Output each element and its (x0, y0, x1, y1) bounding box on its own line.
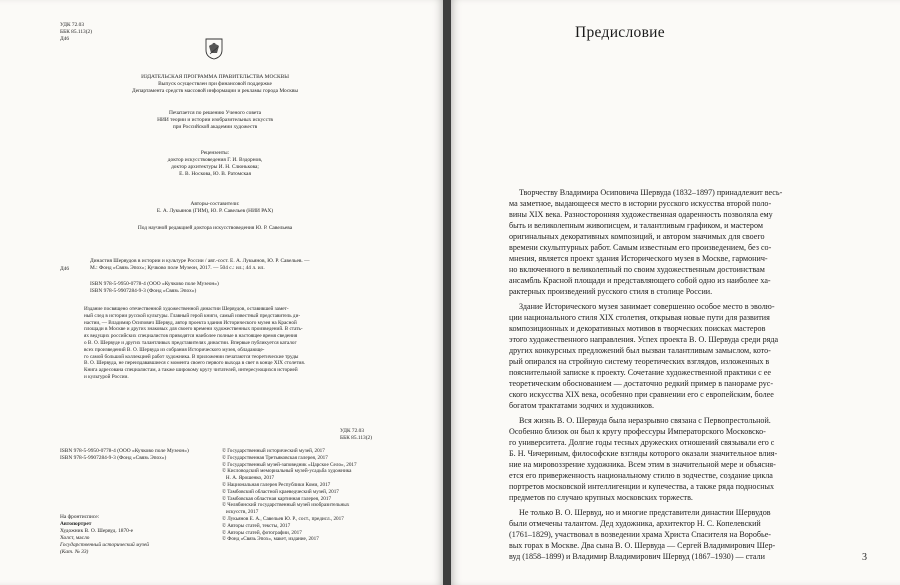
bbk-code: ББК 85.113(2) (340, 435, 373, 442)
text-line: портретов московской интеллигенции и купечества, а также ряда подносных (509, 482, 775, 491)
text-line: го университета. Долгие годы тесных дружеских отношений связывали его с (509, 438, 775, 447)
council-decision (60, 110, 370, 131)
frontispiece-catalog: (Кат. № 33) (60, 549, 89, 556)
authors-heading: Авторы-составители: (190, 201, 240, 207)
annotation-line: В. О. Шервуда, не переиздававшиеся с момента своего первого выхода в свет в конце XIX столетия. (84, 360, 305, 367)
annotation-line: о В. О. Шервуде и других талантливых представителях династии. Впервые публикуется каталог (84, 339, 297, 346)
text-line: вины XIX века. Разносторонняя художественная одаренность позволяла ему (509, 210, 773, 219)
text-line: композиционных и декоративных мотивов в творческих поисках мастеров (509, 324, 766, 333)
text-line: Здание Исторического музея занимает совершенно особое место в эволю- (519, 302, 775, 311)
text-line: ции национального стиля XIX столетия, открывая новые пути для развития (509, 313, 770, 322)
council-line: НИИ теории и истории изобразительных искусств (157, 117, 273, 124)
biblio-line: Династия Шервудов в истории и культуре России / авт.-сост. Е. А. Лукьянов, Ю. Р. Савельев. — (90, 258, 310, 264)
isbn-line: ISBN 978-5-9950-0778-4 (ООО «Кучково поле Музеон») (60, 448, 189, 454)
text-line: пояснительной записке к проекту. Сочетание художественной практики с ее (509, 368, 771, 377)
text-line: богатом трактатами зодчих и художников. (509, 401, 654, 410)
copyright-line: © Авторы статей, тексты, 2017 (222, 522, 291, 529)
annotation-line: и культурой России. (84, 373, 129, 380)
copyright-line: © Кисловодский мемориальный музей-усадьба художника (222, 468, 352, 475)
text-line: времени скульптурных работ. Самым известным его произведением, без со- (509, 243, 772, 252)
paragraph-3 (509, 415, 845, 503)
publishing-program (60, 74, 370, 95)
text-line: вуд (1858–1899) и Владимир Владимирович Шервуд (1867–1930) — стали (509, 552, 765, 561)
copyright-list (222, 448, 357, 543)
isbn-line: ISBN 978-5-9950-0778-4 (ООО «Кучково поле Музеон») (90, 281, 219, 287)
paragraph-4 (509, 507, 845, 562)
text-line: других конкурсных предложений был вызван талантливым замыслом, кото- (509, 346, 771, 355)
page-number: 3 (862, 552, 867, 563)
bbk-code: ББК 85.113(2) (60, 29, 93, 36)
text-line: быть и великолепным живописцем, и талантливым графиком, и мастером (509, 221, 763, 230)
copyright-line: © Авторы статей, фотографии, 2017 (222, 529, 302, 536)
program-title: ИЗДАТЕЛЬСКАЯ ПРОГРАММА ПРАВИТЕЛЬСТВА МОСКВЫ (141, 74, 289, 80)
text-line: Особенно близок он был к кругу профессуры Императорского Московско- (509, 427, 766, 436)
udk-top (60, 22, 92, 43)
isbn-bottom (60, 448, 189, 462)
reviewers (60, 150, 370, 178)
text-line: Творчеству Владимира Осиповича Шервуда (1832–1897) принадлежит весь- (519, 188, 783, 197)
text-line: рый опирался на стройную систему теоретических взглядов, изложенных в (509, 357, 770, 366)
bibliographic-record (90, 258, 310, 272)
paragraph-1 (509, 187, 845, 297)
left-page (0, 0, 443, 585)
annotation (84, 306, 305, 381)
text-line: ансамбль Красной площади и представляющего собой одно из наиболее ха- (509, 276, 771, 285)
right-page (451, 0, 900, 585)
text-line: ется его приверженность национальному стилю в зодчестве, создание цикла (509, 471, 773, 480)
paragraph-2 (509, 301, 845, 411)
text-line: оригинальных декоративных композиций, и автором значимых для своего (509, 232, 765, 241)
council-line: при Российской академии художеств (172, 124, 258, 131)
isbn-line: ISBN 978-5-9907284-9-3 (Фонд «Связь Эпох») (60, 455, 167, 462)
copyright-line: © Тамбовский областной краеведческий музей, 2017 (222, 488, 339, 495)
isbn-block (90, 281, 219, 295)
text-line: рактерных произведений русского стиля в столице России. (509, 287, 713, 296)
text-line: вых горах в Москве. Два сына В. О. Шервуда — Сергей Владимирович Шер- (509, 541, 776, 550)
text-line: мнения, является проект здания Исторического музея в Москве, гармонич- (509, 254, 768, 263)
program-line: Выпуск осуществлен при финансовой поддержке (158, 81, 272, 88)
text-line: Б. Н. Чичериным, философские взгляды которого оказали значительное влия- (509, 449, 778, 458)
copyright-line: © Лукьянов Е. А., Савельев Ю. Р., сост., предисл., 2017 (222, 515, 344, 522)
text-line: этого художественного направления. Успех проекта В. О. Шервуда среди ряда (509, 335, 779, 344)
program-line: Департамента средств массовой информации и рекламы города Москвы (131, 88, 299, 95)
copyright-line: © Челябинский государственный музей изобразительных (222, 502, 350, 509)
authors-compilers (60, 201, 370, 215)
text-line: Вся жизнь В. О. Шервуда была неразрывно связана с Первопрестольной. (519, 416, 771, 425)
udk-code: УДК 72.03 (340, 428, 365, 434)
copyright-line: © Государственный музей-заповедник «Царское Село», 2017 (222, 461, 357, 468)
author-sign: Д46 (60, 36, 70, 43)
annotation-line: ях ведущих российских специалистов приводятся наиболее полные в настоящее время сведения (84, 333, 298, 340)
frontispiece-heading: На фронтисписе: (60, 514, 100, 520)
copyright-line: Н. А. Ярошенко, 2017 (222, 475, 275, 482)
frontispiece-medium: Холст, масло (60, 535, 90, 542)
council-line: Печатается по решению Ученого совета (168, 110, 262, 116)
biblio-line: М.: Фонд «Связь Эпох»; Кучково поле Музеон, 2017. — 504 с.: ил.; 44 л. ил. (90, 265, 265, 272)
moscow-coat-of-arms-icon (205, 38, 223, 60)
authors-names: Е. А. Лукьянов (ГИМ), Ю. Р. Савельев (НИИ РАХ) (156, 208, 274, 215)
annotation-line: всех произведений В. О. Шервуда из собрания Исторического музея, обладающе- (84, 346, 265, 353)
copyright-line: искусств, 2017 (222, 509, 259, 516)
text-line: ма заметное, выдающееся место в истории русского искусства второй поло- (509, 199, 772, 208)
frontispiece-collection: Государственный исторический музей (60, 542, 149, 549)
text-line: (1761–1829), участвовал в возведении храма Христа Спасителя на Воробье- (509, 530, 771, 539)
copyright-line: © Государственный исторический музей, 2017 (222, 448, 325, 454)
frontispiece-caption (60, 514, 149, 557)
copyright-line: © Национальная галерея Республики Коми, 2017 (222, 481, 331, 488)
annotation-line: ный след в истории русской культуры. Главный герой книги, самый известный представитель ди- (84, 312, 301, 319)
scientific-editor: Под научной редакцией доктора искусствоведения Ю. Р. Савельева (137, 225, 293, 231)
copyright-line: © Государственная Третьяковская галерея, 2017 (222, 454, 328, 461)
reviewer: доктор архитектуры И. Н. Слюнькова; (171, 164, 259, 171)
annotation-line: го самой большой коллекцией работ художника. В приложении печатаются теоретические труды (84, 353, 299, 360)
text-line: были отмечены талантом. Дед художника, архитектор Н. С. Копелевский (509, 519, 761, 528)
udk-code: УДК 72.03 (60, 22, 85, 28)
frontispiece-title: Автопортрет (60, 521, 92, 528)
annotation-line: Книга адресована специалистам, а также широкому кругу читателей, интересующихся историей (84, 367, 298, 374)
page-title: Предисловие (575, 24, 665, 41)
frontispiece-artist: Художник В. О. Шервуд. 1870-е (60, 528, 134, 535)
isbn-line: ISBN 978-5-9907284-9-3 (Фонд «Связь Эпох») (90, 288, 197, 295)
text-line: но включенного в великолепный по своим художественным достоинствам (509, 265, 765, 274)
reviewer: доктор искусствоведения Г. И. Вздорнов, (167, 157, 263, 164)
text-line: ского искусства XIX века, особенно при сравнении его с европейским, более (509, 390, 774, 399)
text-line: ние на мировоззрение художника. Всем этим в значительной мере и объясня- (509, 460, 776, 469)
udk-bottom (340, 428, 372, 442)
copyright-line: © Тамбовская областная картинная галерея, 2017 (222, 495, 332, 502)
text-line: Не только В. О. Шервуд, но и многие представители династии Шервудов (519, 508, 771, 517)
annotation-line: Издание посвящено отечественной художественной династии Шервудов, оставившей замет- (84, 306, 289, 312)
reviewers-heading: Рецензенты: (200, 150, 230, 156)
annotation-line: площади в Москве и других знаковых для своего времени художественных произведений. В стать- (84, 326, 303, 333)
biblio-author-sign: Д46 (60, 266, 70, 272)
text-line: теоретическим обоснованием — достаточно редкий пример в панораме рус- (509, 379, 774, 388)
reviewer: Е. В. Носкова, Ю. В. Ратомская (179, 171, 251, 178)
copyright-line: © Фонд «Связь Эпох», макет, издание, 2017 (222, 536, 319, 543)
text-line: предметов по случаю крупных московских торжеств. (509, 493, 693, 502)
book-gutter (443, 0, 451, 585)
annotation-line: настии, — Владимир Осипович Шервуд, автор проекта здания Исторического музея на Красной (84, 319, 297, 326)
